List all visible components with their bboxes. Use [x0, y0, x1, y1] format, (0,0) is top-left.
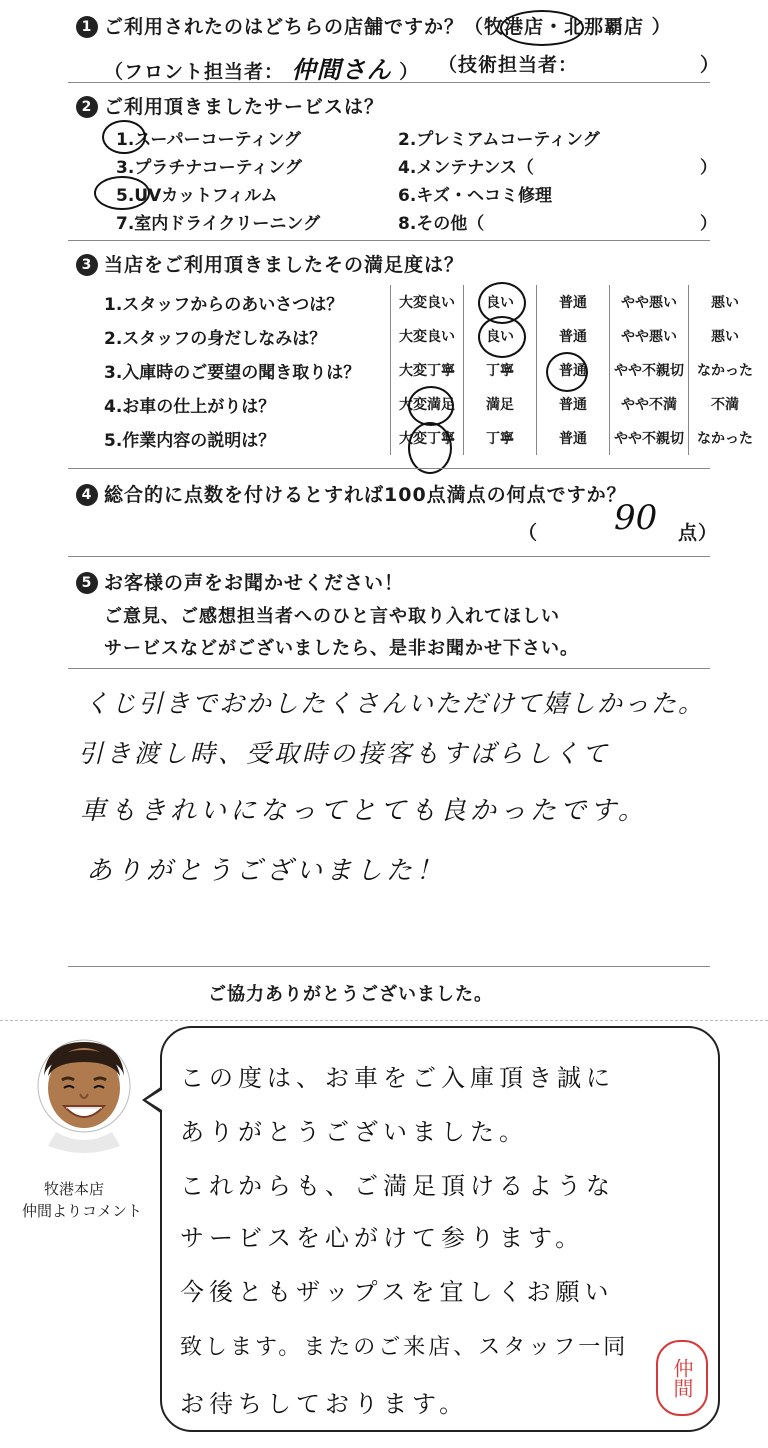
service-option-8-close: ）: [700, 214, 717, 234]
store-circle-mark: [500, 10, 584, 46]
front-staff-value: 仲間さん: [291, 55, 392, 84]
rating-option: 良い: [464, 319, 537, 353]
rating-option: 不満: [689, 387, 762, 421]
rating-option: 大変良い: [391, 319, 464, 353]
service-option-1: 1.スーパーコーティング: [116, 130, 301, 150]
rating-option: なかった: [689, 353, 762, 387]
divider-line: [68, 668, 710, 669]
service-option-6: 6.キズ・ヘコミ修理: [398, 186, 552, 206]
question-3: [76, 250, 464, 277]
rating-option: 大変良い: [391, 285, 464, 319]
rating-option: 普通: [537, 387, 610, 421]
reply-line: お待ちしております。: [180, 1390, 469, 1418]
divider-line: [68, 82, 710, 83]
table-row: [104, 319, 761, 353]
rating-option: なかった: [689, 421, 762, 455]
reply-line: サービスを心がけて参ります。: [180, 1224, 585, 1252]
question-3-text: 当店をご利用頂きましたその満足度は？: [104, 254, 465, 276]
question-1-text: ご利用されたのはどちらの店舗ですか？（: [104, 16, 485, 38]
store-other: ・北那覇店 ）: [544, 16, 672, 38]
service-option-8: 8.その他（: [398, 214, 485, 234]
score-open: （: [518, 522, 539, 544]
service-5-circle-mark: [94, 176, 150, 210]
rating-option: 丁寧: [464, 421, 537, 455]
question-4-text: 総合的に点数を付けるとすれば100点満点の何点ですか？: [104, 484, 627, 506]
question-1-number: 1: [76, 16, 98, 38]
service-option-4-close: ）: [700, 158, 717, 178]
question-5-number: 5: [76, 572, 98, 594]
rating-4-circle-mark: [408, 386, 454, 426]
reply-line: この度は、お車をご入庫頂き誠に: [180, 1064, 615, 1092]
staff-avatar: [28, 1036, 140, 1168]
rating-3-circle-mark: [546, 352, 588, 392]
rating-option: 満足: [464, 387, 537, 421]
customer-comment-line: 引き渡し時、受取時の接客もすばらしくて: [78, 739, 611, 768]
customer-comment-line: 車もきれいになってとても良かったです。: [80, 796, 648, 826]
question-5-text: お客様の声をお聞かせください！: [104, 572, 405, 594]
tech-staff-label: （技術担当者：: [438, 54, 579, 76]
divider-line: [68, 468, 710, 469]
divider-line: [68, 556, 710, 557]
score-unit: 点）: [678, 522, 719, 544]
rating-option: 悪い: [689, 285, 762, 319]
service-option-2: 2.プレミアムコーティング: [398, 130, 600, 150]
front-staff-close: ）: [399, 61, 420, 83]
rating-5-circle-mark: [408, 422, 452, 474]
rating-option: 大変丁寧: [391, 421, 464, 455]
row-label: 1.スタッフからのあいさつは？: [104, 294, 344, 315]
rating-option: 丁寧: [464, 353, 537, 387]
question-5-sub1: ご意見、ご感想担当者へのひと言や取り入れてほしい: [104, 606, 560, 627]
thanks-footer: ご協力ありがとうございました。: [208, 984, 493, 1005]
service-option-7: 7.室内ドライクリーニング: [116, 214, 321, 234]
rating-2-circle-mark: [478, 316, 526, 358]
customer-comment-line: ありがとうございました！: [86, 856, 447, 886]
question-4: [76, 480, 627, 507]
tech-staff-close: ）: [700, 54, 721, 76]
name-seal-stamp: 仲間: [656, 1340, 708, 1416]
reply-line: 今後ともザップスを宜しくお願い: [180, 1278, 614, 1306]
rating-option: やや不満: [610, 387, 689, 421]
service-1-circle-mark: [102, 120, 146, 154]
question-2-text: ご利用頂きましたサービスは？: [104, 96, 385, 118]
divider-line: [68, 966, 710, 967]
rating-option: やや不親切: [610, 353, 689, 387]
score-value: 90: [614, 498, 658, 538]
staff-store: 牧港本店: [44, 1180, 105, 1198]
row-label: 5.作業内容の説明は？: [104, 430, 276, 451]
question-3-number: 3: [76, 254, 98, 276]
question-5-sub2: サービスなどがございましたら、是非お聞かせ下さい。: [104, 638, 579, 659]
service-option-4: 4.メンテナンス（: [398, 158, 534, 178]
customer-comment-line: くじ引きでおかしたくさんいただけて嬉しかった。: [84, 689, 706, 718]
row-label: 2.スタッフの身だしなみは？: [104, 328, 327, 349]
service-option-3: 3.プラチナコーティング: [116, 158, 302, 178]
rating-option: 大変丁寧: [391, 353, 464, 387]
section-divider: [0, 1020, 768, 1021]
service-option-5: 5.UVカットフィルム: [116, 186, 278, 206]
question-4-number: 4: [76, 484, 98, 506]
staff-caption: 仲間よりコメント: [22, 1202, 143, 1220]
row-label: 3.入庫時のご要望の聞き取りは？: [104, 362, 361, 383]
rating-option: 普通: [537, 285, 610, 319]
rating-option: 普通: [537, 353, 610, 387]
reply-line: ありがとうございました。: [180, 1118, 528, 1146]
store-selected: 牧港店: [484, 16, 545, 38]
table-row: [104, 353, 761, 387]
question-2-number: 2: [76, 96, 98, 118]
reply-line: 致します。またのご来店、スタッフ一同: [180, 1335, 629, 1360]
reply-line: これからも、ご満足頂けるような: [180, 1172, 615, 1200]
table-row: [104, 285, 761, 319]
row-label: 4.お車の仕上がりは？: [104, 396, 276, 417]
rating-option: 大変満足: [391, 387, 464, 421]
rating-option: 悪い: [689, 319, 762, 353]
question-5: [76, 568, 404, 595]
rating-option: やや不親切: [610, 421, 689, 455]
front-staff-label: （フロント担当者：: [104, 61, 285, 83]
rating-option: 普通: [537, 319, 610, 353]
rating-option: 良い: [464, 285, 537, 319]
question-2: [76, 92, 384, 119]
rating-option: やや悪い: [610, 285, 689, 319]
front-staff-row: [104, 50, 419, 85]
bubble-tail-fill: [146, 1090, 162, 1110]
rating-option: 普通: [537, 421, 610, 455]
rating-option: やや悪い: [610, 319, 689, 353]
divider-line: [68, 240, 710, 241]
